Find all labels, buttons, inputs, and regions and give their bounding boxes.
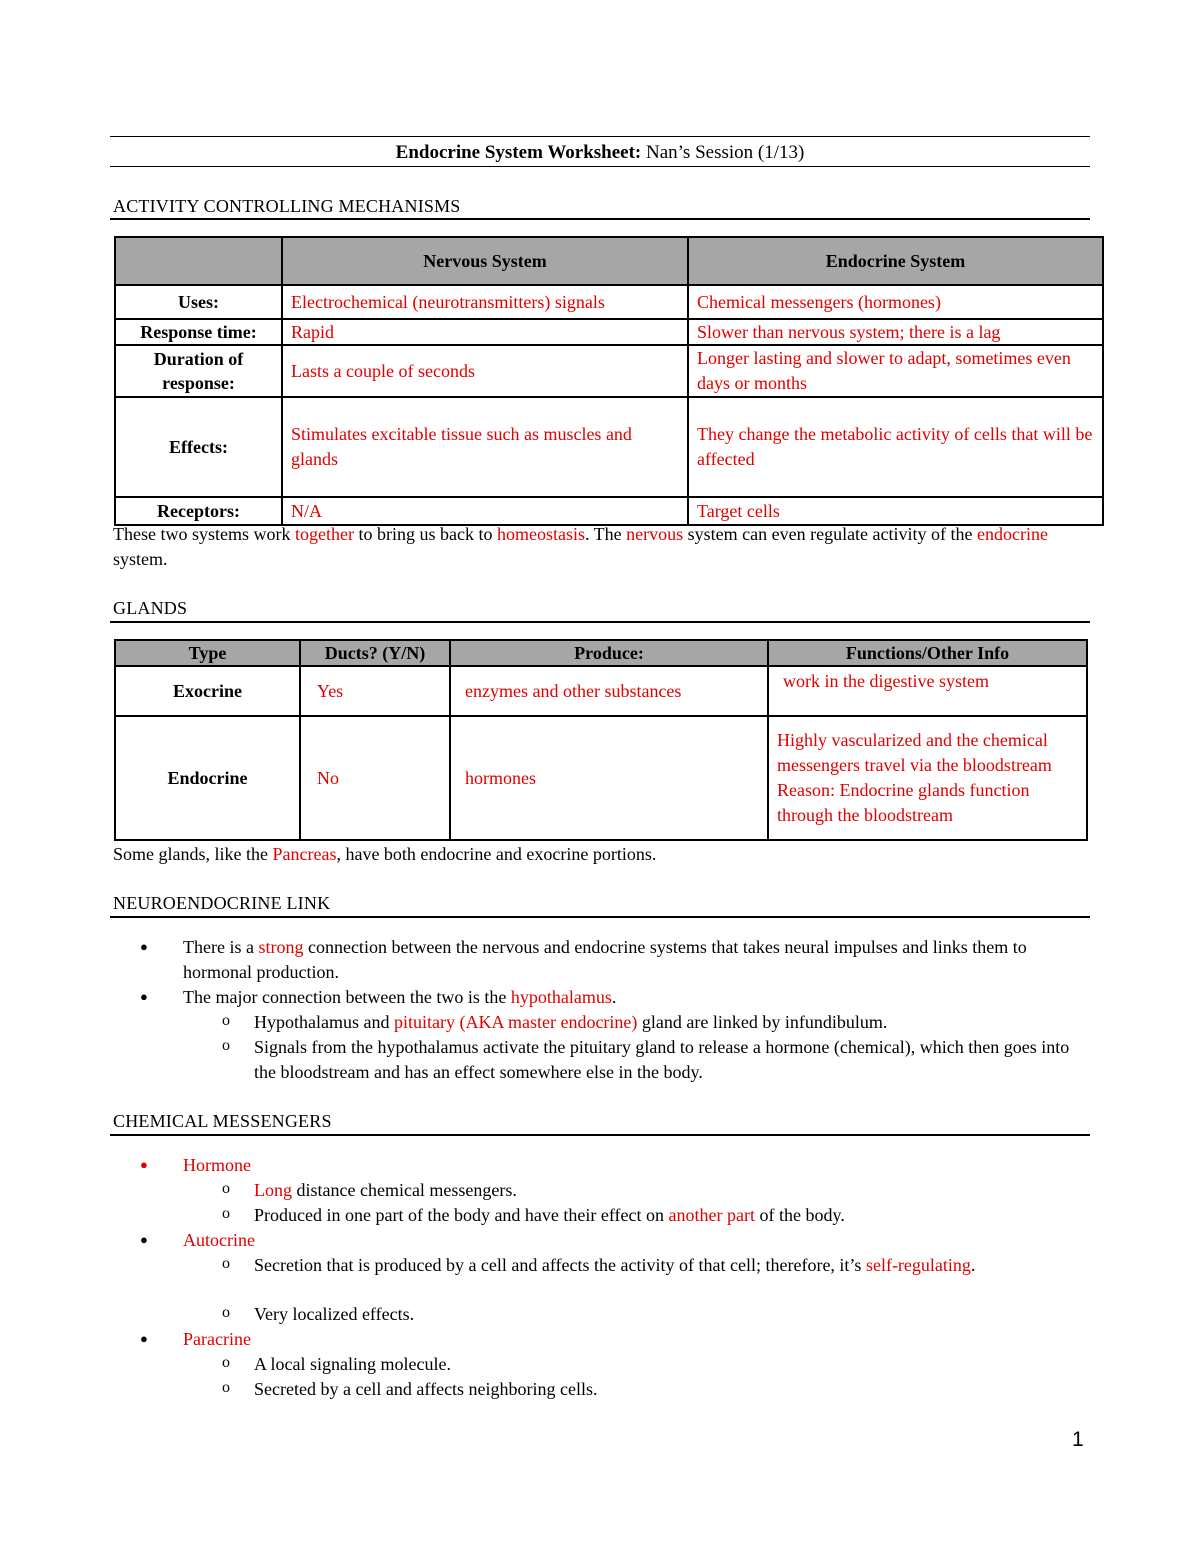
row-label: Uses: (115, 285, 282, 319)
gland-info-reason: Reason: Endocrine glands function through the bloodstream (777, 780, 1030, 825)
section-heading-chemical-messengers: CHEMICAL MESSENGERS (113, 1111, 332, 1131)
nervous-cell: Lasts a couple of seconds (282, 345, 688, 397)
section-heading-activity: ACTIVITY CONTROLLING MECHANISMS (113, 196, 461, 216)
sub-bullet-icon: o (222, 1205, 230, 1222)
bullet-icon: ● (140, 1232, 148, 1247)
sub-bullet-icon: o (222, 1255, 230, 1272)
table-header-cell: Ducts? (Y/N) (300, 640, 450, 666)
page-number: 1 (1072, 1428, 1084, 1451)
gland-ducts: No (300, 716, 450, 840)
row-label: Effects: (115, 397, 282, 497)
bullet-icon: ● (140, 1331, 148, 1346)
homeostasis-paragraph: These two systems work together to bring us back to homeostasis. The nervous system can even regulate activity of the endocrine system. (113, 524, 1048, 569)
gland-info-line: Highly vascularized and the chemical messengers travel via the bloodstream (777, 730, 1052, 775)
table-header-cell (115, 237, 282, 285)
section-rule (110, 916, 1090, 918)
bullet-icon: ● (140, 1157, 148, 1172)
endocrine-cell: They change the metabolic activity of cells that will be affected (688, 397, 1103, 497)
row-label: Response time: (115, 319, 282, 345)
sub-bullet-icon: o (222, 1012, 230, 1029)
sub-bullet-icon: o (222, 1379, 230, 1396)
page-title: Endocrine System Worksheet: Nan’s Session (1/13) (395, 142, 805, 163)
nervous-cell: N/A (282, 497, 688, 525)
glands-table (114, 639, 1088, 841)
table-header-cell: Endocrine System (688, 237, 1103, 285)
mechanisms-table (114, 236, 1104, 526)
table-header-cell: Nervous System (282, 237, 688, 285)
messenger-label-paracrine: Paracrine (183, 1329, 251, 1349)
row-label: Duration of response: (115, 345, 282, 397)
list-item: Very localized effects. (254, 1304, 415, 1324)
gland-produce: hormones (450, 716, 768, 840)
table-header-cell: Type (115, 640, 300, 666)
table-header-cell: Produce: (450, 640, 768, 666)
endocrine-cell: Target cells (688, 497, 1103, 525)
messenger-label-hormone: Hormone (183, 1155, 251, 1175)
sub-bullet-icon: o (222, 1180, 230, 1197)
endocrine-cell: Longer lasting and slower to adapt, sometimes even days or months (688, 345, 1103, 397)
list-item: Secreted by a cell and affects neighboring cells. (254, 1379, 598, 1399)
section-rule (110, 218, 1090, 220)
gland-info: work in the digestive system (768, 666, 1087, 716)
list-item: Hypothalamus and pituitary (AKA master endocrine) gland are linked by infundibulum. (254, 1012, 888, 1032)
endocrine-cell: Slower than nervous system; there is a lag (688, 319, 1103, 345)
list-item: There is a strong connection between the nervous and endocrine systems that takes neural impulses and links them to hormonal production. (183, 937, 1027, 982)
list-item: Secretion that is produced by a cell and affects the activity of that cell; therefore, it’s self-regulating. (254, 1255, 976, 1275)
gland-type: Exocrine (115, 666, 300, 716)
sub-bullet-icon: o (222, 1037, 230, 1054)
gland-ducts: Yes (300, 666, 450, 716)
nervous-cell: Rapid (282, 319, 688, 345)
nervous-cell: Electrochemical (neurotransmitters) signals (282, 285, 688, 319)
list-item: Long distance chemical messengers. (254, 1180, 517, 1200)
gland-info (768, 716, 1087, 840)
messenger-label-autocrine: Autocrine (183, 1230, 255, 1250)
table-row (115, 319, 1103, 345)
pancreas-paragraph: Some glands, like the Pancreas, have both endocrine and exocrine portions. (113, 844, 657, 864)
top-rule (110, 136, 1090, 137)
nervous-cell: Stimulates excitable tissue such as muscles and glands (282, 397, 688, 497)
table-header-row (115, 640, 1087, 666)
list-item: A local signaling molecule. (254, 1354, 451, 1374)
gland-type: Endocrine (115, 716, 300, 840)
table-header-cell: Functions/Other Info (768, 640, 1087, 666)
gland-produce: enzymes and other substances (450, 666, 768, 716)
table-row (115, 716, 1087, 840)
table-row (115, 666, 1087, 716)
section-heading-glands: GLANDS (113, 598, 188, 618)
table-row (115, 497, 1103, 525)
section-heading-neuroendocrine: NEUROENDOCRINE LINK (113, 893, 331, 913)
list-item: Produced in one part of the body and have their effect on another part of the body. (254, 1205, 845, 1225)
sub-bullet-icon: o (222, 1354, 230, 1371)
table-row (115, 397, 1103, 497)
title-rule (110, 166, 1090, 167)
table-row (115, 345, 1103, 397)
row-label: Receptors: (115, 497, 282, 525)
sub-bullet-icon: o (222, 1304, 230, 1321)
list-item: Signals from the hypothalamus activate the pituitary gland to release a hormone (chemical), which then goes into the bloodstream and has an effect somewhere else in the body. (254, 1037, 1070, 1082)
bullet-icon: ● (140, 939, 148, 954)
section-rule (110, 621, 1090, 623)
list-item: The major connection between the two is the hypothalamus. (183, 987, 617, 1007)
table-header-row (115, 237, 1103, 285)
table-row (115, 285, 1103, 319)
section-rule (110, 1134, 1090, 1136)
endocrine-cell: Chemical messengers (hormones) (688, 285, 1103, 319)
bullet-icon: ● (140, 989, 148, 1004)
